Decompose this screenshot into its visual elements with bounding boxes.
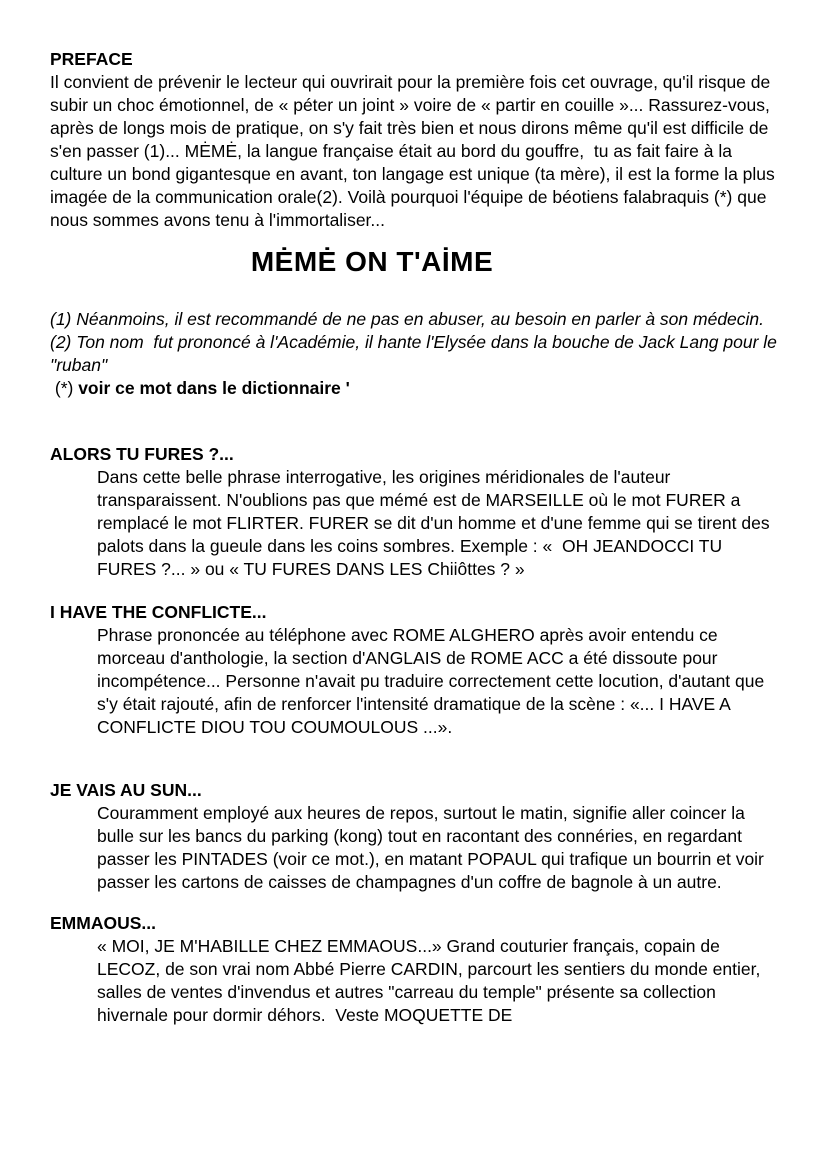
footnote-2: (2) Ton nom fut prononcé à l'Académie, il hante l'Elysée dans la bouche de Jack Lang pour le "ruban" <box>50 332 782 375</box>
entry-body: Couramment employé aux heures de repos, surtout le matin, signifie aller coincer la bulle sur les bancs du parking (kong) tout en racontant des connéries, en regardant passer les PINTADES (voir ce mot.), en matant POPAUL qui trafique un bourrin et voir passer les cartons de caisses de champagnes d'un coffre de bagnole à un autre. <box>97 803 769 892</box>
entry-alors-tu-fures <box>50 443 786 581</box>
footnote-1: (1) Néanmoins, il est recommandé de ne pas en abuser, au besoin en parler à son médecin. <box>50 309 765 329</box>
asterisk-marker: (*) <box>50 378 79 398</box>
document-title: MĖMĖ ON T'AİME <box>250 246 494 277</box>
asterisk-bold-text: voir ce mot dans le dictionnaire ' <box>78 378 350 398</box>
footnotes-section <box>50 308 786 400</box>
entry-body: « MOI, JE M'HABILLE CHEZ EMMAOUS...» Grand couturier français, copain de LECOZ, de son vrai nom Abbé Pierre CARDIN, parcourt les sentiers du monde entier, salles de ventes d'invendus et autres "carreau du temple" présente sa collection hivernale pour dormir déhors. Veste MOQUETTE DE <box>97 936 766 1025</box>
entry-heading: I HAVE THE CONFLICTE... <box>50 602 267 622</box>
footnote-asterisk <box>50 377 786 400</box>
preface-body: Il convient de prévenir le lecteur qui ouvrirait pour la première fois cet ouvrage, qu'il risque de subir un choc émotionnel, de « péter un joint » voire de « partir en couille »... Rassurez-vous, après de longs mois de pratique, on s'y fait très bien et nous dirons même qu'il est difficile de s'en passer (1)... MĖMĖ, la langue française était au bord du gouffre, tu as fait faire à la culture un bond gigantesque en avant, ton langage est unique (ta mère), il est la forme la plus imagée de la communication orale(2). Voilà pourquoi l'équipe de béotiens falabraquis (*) que nous sommes avons tenu à l'immortaliser... <box>50 72 780 230</box>
entry-i-have-the-conflicte <box>50 601 786 739</box>
preface-heading: PREFACE <box>50 49 133 69</box>
entry-je-vais-au-sun <box>50 779 786 894</box>
entry-heading: JE VAIS AU SUN... <box>50 780 202 800</box>
entry-heading: ALORS TU FURES ?... <box>50 444 234 464</box>
entry-heading: EMMAOUS... <box>50 913 156 933</box>
preface-section <box>50 48 786 232</box>
entry-emmaous <box>50 912 786 1027</box>
title-row <box>4 245 740 282</box>
entry-body: Dans cette belle phrase interrogative, les origines méridionales de l'auteur transparaissent. N'oublions pas que mémé est de MARSEILLE où le mot FURER a remplacé le mot FLIRTER. FURER se dit d'un homme et d'une femme qui se tirent des palots dans la gueule dans les coins sombres. Exemple : « OH JEANDOCCI TU FURES ?... » ou « TU FURES DANS LES Chiiôttes ? » <box>97 467 775 579</box>
entry-body: Phrase prononcée au téléphone avec ROME ALGHERO après avoir entendu ce morceau d'anthologie, la section d'ANGLAIS de ROME ACC a été dissoute pour incompétence... Personne n'avait pu traduire correctement cette locution, d'autant que s'y était rajouté, afin de renforcer l'intensité dramatique de la scène : «... I HAVE A CONFLICTE DIOU TOU COUMOULOUS ...». <box>97 625 770 737</box>
